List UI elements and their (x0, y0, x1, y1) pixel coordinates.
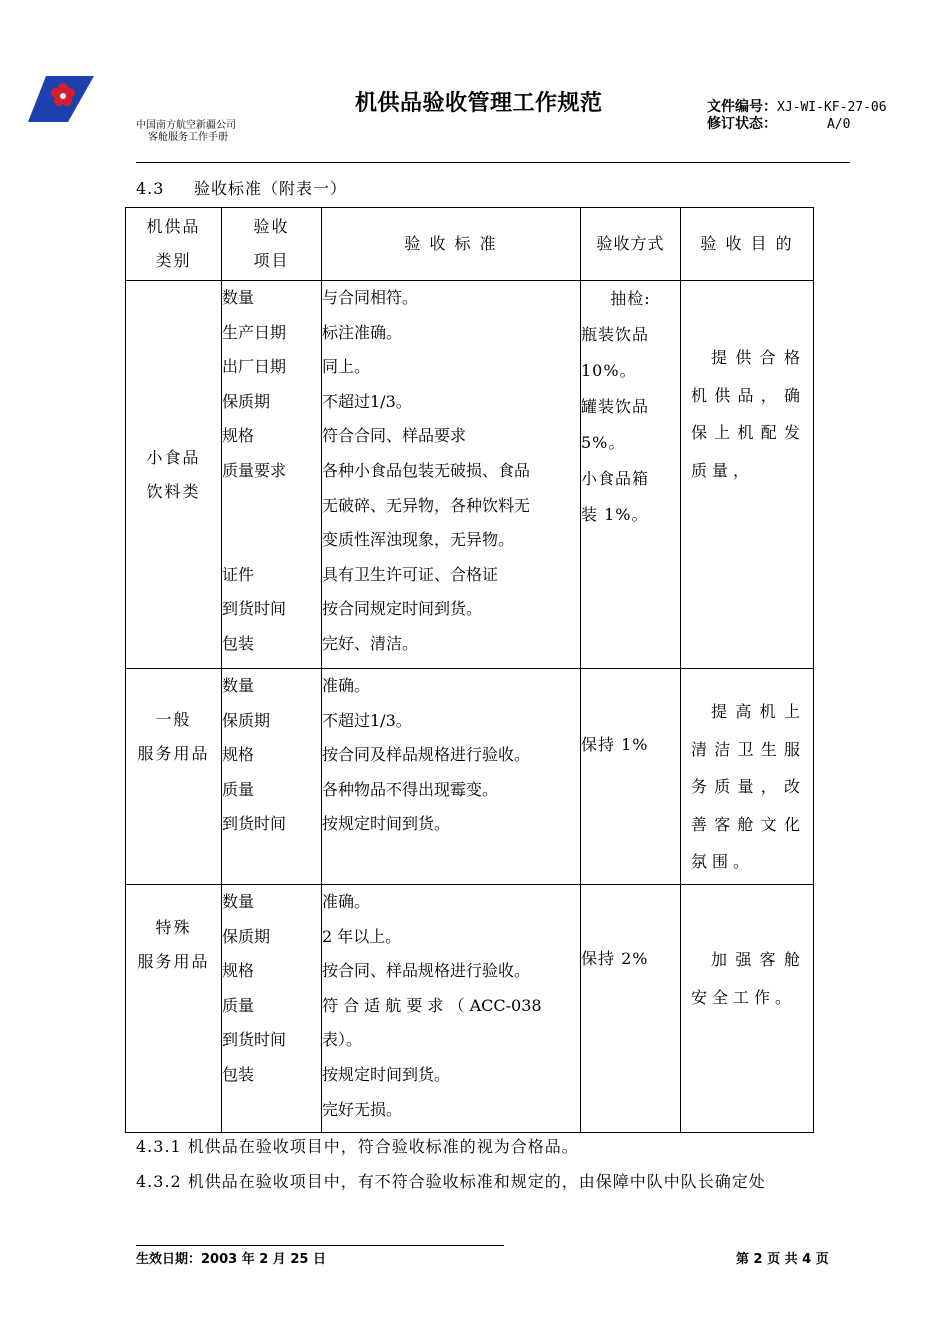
item: 质量 (222, 995, 255, 1015)
standard-line: 标注准确。 (322, 322, 403, 342)
purpose-text: 提高机上清洁卫生服务质量，改善客舱文化氛围。 (691, 702, 805, 871)
method-line: 10%。 (581, 361, 637, 380)
item (222, 523, 321, 558)
category-line1: 特殊 (155, 918, 192, 937)
item: 质量 (222, 779, 255, 799)
table-row (126, 885, 814, 1133)
item: 质量要求 (222, 460, 287, 480)
header-category-line2: 类别 (155, 251, 192, 270)
item: 规格 (222, 961, 255, 981)
standard-line: 按合同规定时间到货。 (322, 599, 483, 619)
airline-logo (28, 76, 94, 122)
items-cell (222, 669, 322, 885)
revision-value: A/0 (827, 117, 851, 132)
standard-line: 表）。 (322, 1030, 363, 1050)
table-header-row (126, 208, 814, 281)
footer-divider (136, 1245, 504, 1246)
item: 证件 (222, 564, 255, 584)
item: 规格 (222, 745, 255, 765)
items-cell (222, 281, 322, 669)
header-category (126, 208, 222, 281)
document-title: 机供品验收管理工作规范 (355, 91, 603, 116)
standard-line: 符 合 适 航 要 求 （ ACC-038 (322, 995, 542, 1015)
org-line-2: 客舱服务工作手册 (148, 132, 228, 143)
standard-line: 完好无损。 (322, 1099, 403, 1119)
item: 数量 (222, 288, 255, 307)
page-number: 第 2 页 共 4 页 (736, 1252, 829, 1267)
section-heading (136, 176, 347, 199)
item: 数量 (222, 892, 255, 911)
header-divider (136, 162, 850, 163)
standard-line: 不超过1/3。 (322, 391, 412, 411)
item: 保质期 (222, 710, 271, 730)
note-4-3-1: 4.3.1 机供品在验收项目中，符合验收标准的视为合格品。 (136, 1137, 579, 1156)
category-cell (126, 669, 222, 885)
item: 包装 (222, 1064, 255, 1084)
purpose-cell (681, 885, 814, 1133)
standards-cell (322, 669, 581, 885)
method-line: 瓶装饮品 (581, 325, 650, 344)
method-line: 保持 1% (581, 735, 649, 754)
acceptance-standards-table (125, 207, 814, 1133)
standard-line: 2 年以上。 (322, 926, 402, 946)
item: 生产日期 (222, 322, 287, 342)
standard-line: 无破碎、无异物，各种饮料无 (322, 495, 531, 515)
org-line-1: 中国南方航空新疆公司 (136, 120, 236, 131)
method-line: 保持 2% (581, 949, 649, 968)
method-line: 5%。 (581, 433, 626, 452)
document-info (707, 99, 887, 133)
standard-line: 不超过1/3。 (322, 710, 412, 730)
header-item-line2: 项目 (253, 251, 290, 270)
header-category-line1: 机供品 (146, 217, 201, 236)
category-line1: 一般 (155, 710, 192, 729)
revision-label: 修订状态： (707, 116, 777, 132)
header-method: 验收方式 (581, 208, 681, 281)
table-row (126, 281, 814, 669)
method-line: 装 1%。 (581, 505, 649, 524)
note-4-3-2: 4.3.2 机供品在验收项目中，有不符合验收标准和规定的，由保障中队中队长确定处 (136, 1172, 766, 1191)
category-cell (126, 885, 222, 1133)
header-item (222, 208, 322, 281)
table-row (126, 669, 814, 885)
category-line2: 饮料类 (146, 481, 201, 501)
item (222, 489, 321, 524)
standard-line: 符合合同、样品要求 (322, 426, 467, 446)
header-standard: 验 收 标 准 (322, 208, 581, 281)
purpose-text: 加强客舱安全工作。 (691, 950, 805, 1007)
standard-line: 按规定时间到货。 (322, 814, 451, 834)
category-line1: 小食品 (146, 447, 201, 467)
method-cell (581, 669, 681, 885)
standard-line: 按合同及样品规格进行验收。 (322, 745, 531, 765)
standard-line: 变质性浑浊现象，无异物。 (322, 530, 515, 550)
standard-line: 按规定时间到货。 (322, 1064, 451, 1084)
standard-line: 同上。 (322, 357, 371, 377)
standards-cell (322, 885, 581, 1133)
item: 到货时间 (222, 814, 287, 834)
standard-line: 具有卫生许可证、合格证 (322, 564, 499, 584)
doc-number-label: 文件编号： (707, 99, 777, 115)
item: 数量 (222, 676, 255, 695)
standard-line: 与合同相符。 (322, 288, 419, 307)
effective-date: 生效日期：2003 年 2 月 25 日 (136, 1252, 326, 1267)
header-item-line1: 验收 (253, 217, 290, 236)
item: 到货时间 (222, 599, 287, 619)
method-cell (581, 281, 681, 669)
standards-cell (322, 281, 581, 669)
item: 包装 (222, 633, 255, 653)
method-line: 罐装饮品 (581, 397, 650, 416)
item: 到货时间 (222, 1030, 287, 1050)
standard-line: 各种物品不得出现霉变。 (322, 779, 499, 799)
purpose-cell (681, 669, 814, 885)
items-cell (222, 885, 322, 1133)
section-number: 4.3 (136, 179, 165, 198)
method-cell (581, 885, 681, 1133)
standard-line: 各种小食品包装无破损、食品 (322, 460, 531, 480)
item: 保质期 (222, 391, 271, 411)
item: 规格 (222, 426, 255, 446)
organization-name (136, 120, 236, 144)
standard-line: 按合同、样品规格进行验收。 (322, 961, 531, 981)
category-line2: 服务用品 (137, 744, 210, 763)
section-title: 验收标准（附表一） (194, 179, 348, 198)
purpose-text: 提供合格机供品，确保上机配发质量， (691, 348, 805, 480)
header-purpose: 验 收 目 的 (681, 208, 814, 281)
standard-line: 完好、清洁。 (322, 633, 419, 653)
method-line: 抽检: (610, 289, 651, 308)
category-cell (126, 281, 222, 669)
category-line2: 服务用品 (137, 952, 210, 971)
doc-number: XJ-WI-KF-27-06 (777, 100, 887, 115)
purpose-cell (681, 281, 814, 669)
standard-line: 准确。 (322, 676, 371, 695)
method-line: 小食品箱 (581, 469, 650, 488)
standard-line: 准确。 (322, 892, 371, 911)
item: 出厂日期 (222, 357, 287, 377)
item: 保质期 (222, 926, 271, 946)
